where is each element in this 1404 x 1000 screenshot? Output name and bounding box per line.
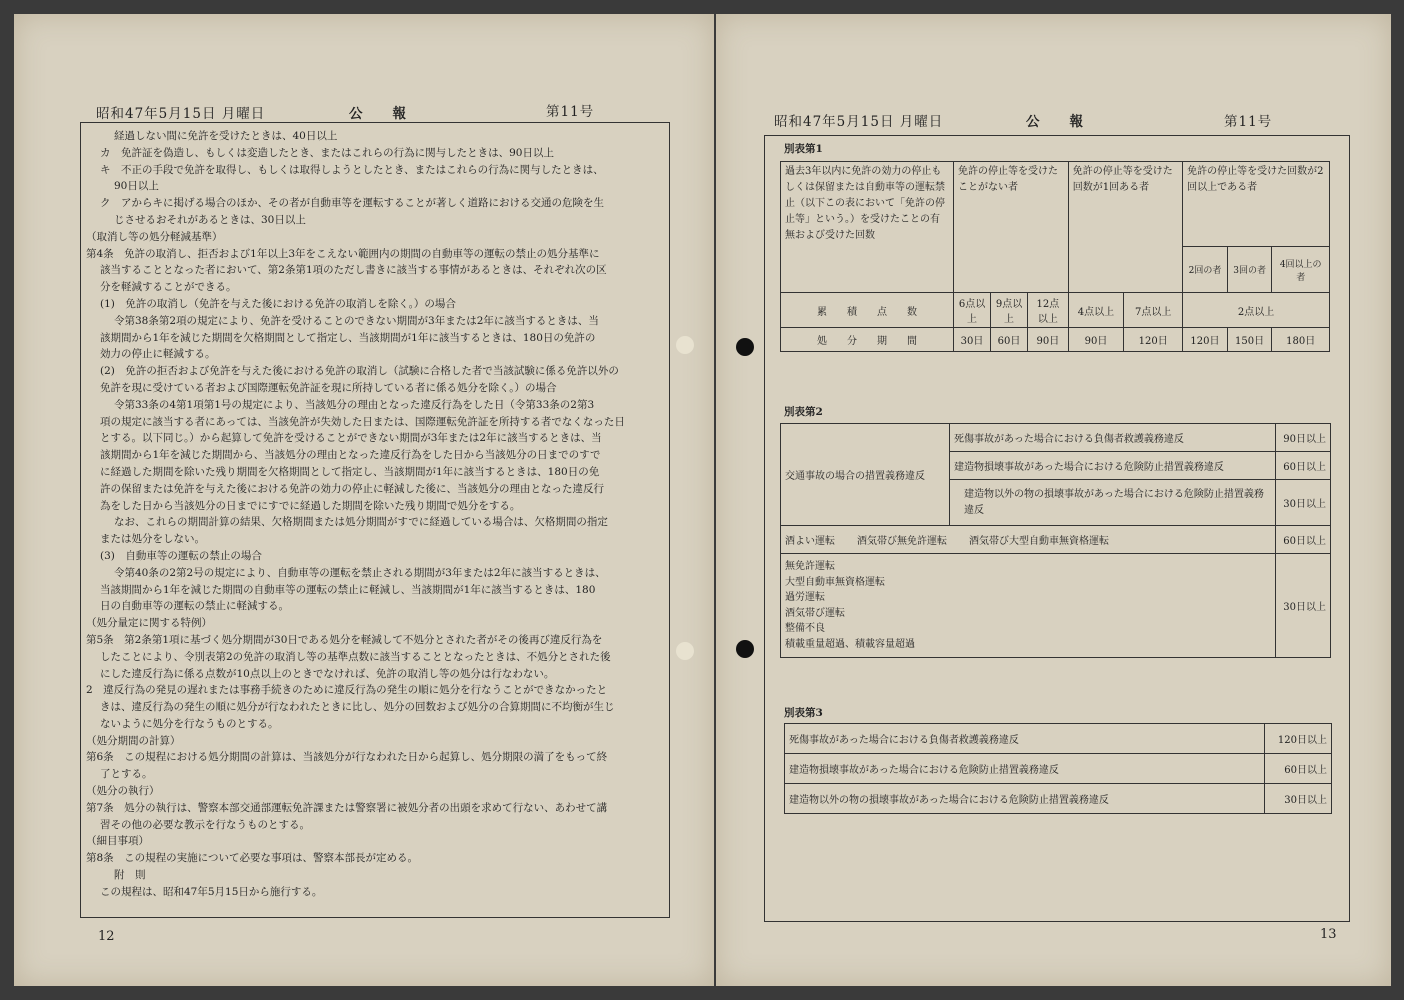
table2-row2-item: 酒よい運転 xyxy=(785,536,835,547)
table2-item: 死傷事故があった場合における負傷者救護義務違反 xyxy=(950,424,1276,452)
text-line: 第8条 この規程の実施について必要な事項は、警察本部長が定める。 xyxy=(86,852,418,865)
header-date: 昭和47年5月15日 月曜日 xyxy=(774,114,944,130)
text-line: に経過した期間を除いた残り期間を欠格期間として指定し、当該期間が1年に該当するときは、180日の免 xyxy=(100,465,600,478)
text-line: 該期間から1年を減じた期間から、当該処分の理由となった違反行為をした日から当該処分の日までのすで xyxy=(100,449,601,462)
table1-period: 30日 xyxy=(954,328,991,352)
table3-item: 死傷事故があった場合における負傷者救護義務違反 xyxy=(785,724,1265,754)
table2 xyxy=(780,423,1331,658)
text-line: 該当することとなった者において、第2条第1項のただし書きに該当する事情があるときは、それぞれ次の区 xyxy=(100,264,607,277)
table2-group1-label: 交通事故の場合の措置義務違反 xyxy=(781,424,950,526)
page-number: 12 xyxy=(98,929,115,944)
punch-hole xyxy=(676,642,694,660)
header-issue: 第11号 xyxy=(546,104,595,120)
text-line: （細目事項） xyxy=(86,835,149,848)
table1-sub-c: 3回の者 xyxy=(1227,247,1272,293)
table1-corner: 過去3年以内に免許の効力の停止もしくは保留または自動車等の運転禁止（以下この表において「免許の停止等」という。）を受けたことの有無および受けた回数 xyxy=(781,162,954,293)
table2-row3-item: 整備不良 xyxy=(785,623,825,634)
table1-points: 12点以上 xyxy=(1028,293,1069,328)
header-publication: 公 報 xyxy=(349,106,407,122)
text-line: 第4条 免許の取消し、拒否および1年以上3年をこえない範囲内の期間の自動車等の運転の禁止の処分基準に xyxy=(86,247,600,260)
left-page xyxy=(14,14,714,986)
text-line: 免許を現に受けている者および国際運転免許証を現に所持している者に係る処分を除く。）の場合 xyxy=(100,381,557,394)
text-line: したことにより、令別表第2の免許の取消し等の基準点数に該当することとなったときは、不処分とされた後 xyxy=(100,650,611,663)
table3-item: 建造物損壊事故があった場合における危険防止措置義務違反 xyxy=(785,754,1265,784)
text-line: 2 違反行為の発見の遅れまたは事務手続きのために違反行為の発生の順に処分を行なうことができなかったと xyxy=(86,684,608,697)
text-line: （取消し等の処分軽減基準） xyxy=(86,230,223,243)
text-line: または処分をしない。 xyxy=(100,533,205,546)
table2-period: 30日以上 xyxy=(1276,554,1331,658)
table2-period: 60日以上 xyxy=(1276,452,1331,480)
text-line: きは、違反行為の発生の順に処分が行なわれたときに比し、処分の回数および処分の合算期間に不均衡が生じ xyxy=(100,701,615,714)
text-line: 当該期間から1年を減じた期間の自動車等の運転の禁止に軽減し、当該期間が1年に該当するときは、180 xyxy=(100,583,596,596)
text-line: 了とする。 xyxy=(100,768,153,781)
table2-period: 30日以上 xyxy=(1276,480,1331,526)
table2-row2 xyxy=(781,526,1276,554)
punch-hole xyxy=(676,336,694,354)
text-line: とする。以下同じ。）から起算して免許を受けることができない期間が3年または2年に該当するときは、当 xyxy=(100,432,602,445)
table1-col-a: 免許の停止等を受けたことがない者 xyxy=(954,162,1069,293)
text-line: にした違反行為に係る点数が10点以上のときでなければ、免許の取消し等の処分は行なわない。 xyxy=(100,667,555,680)
table1-period: 120日 xyxy=(1183,328,1228,352)
punch-hole xyxy=(736,338,754,356)
table1-points: 9点以上 xyxy=(991,293,1028,328)
right-page xyxy=(716,14,1391,986)
table3-item: 建造物以外の物の損壊事故があった場合における危険防止措置義務違反 xyxy=(785,784,1265,814)
table3 xyxy=(784,723,1332,814)
text-line: ないように処分を行なうものとする。 xyxy=(100,717,279,730)
page-number: 13 xyxy=(1320,927,1337,942)
text-line: 為をした日から当該処分の日までにすでに経過した期間を除いた残り期間で処分をする。 xyxy=(100,499,521,512)
table2-row3-item: 大型自動車無資格運転 xyxy=(785,576,885,588)
table1-period: 90日 xyxy=(1068,328,1124,352)
text-line: カ 免許証を偽造し、もしくは変造したとき、またはこれらの行為に関与したときは、90日以上 xyxy=(100,146,554,159)
text-line: 経過しない間に免許を受けたときは、40日以上 xyxy=(114,130,338,142)
punch-hole xyxy=(736,640,754,658)
table2-row2-item: 酒気帯び大型自動車無資格運転 xyxy=(969,536,1109,547)
text-line: (3) 自動車等の運転の禁止の場合 xyxy=(100,549,262,562)
text-line: 第6条 この規程における処分期間の計算は、当該処分が行なわれた日から起算し、処分期限の満了をもって終 xyxy=(86,751,608,764)
table1-label: 別表第1 xyxy=(784,143,823,155)
table1 xyxy=(780,161,1330,352)
table2-period: 90日以上 xyxy=(1276,424,1331,452)
table1-period: 150日 xyxy=(1227,328,1272,352)
table2-row2-item: 酒気帯び無免許運転 xyxy=(857,536,947,547)
table1-period: 120日 xyxy=(1124,328,1183,352)
text-line: 令第40条の2第2号の規定により、自動車等の運転を禁止される期間が3年または2年に該当するときは、 xyxy=(114,566,606,579)
table2-row3-item: 積載重量超過、積載容量超過 xyxy=(785,638,915,650)
table2-row3-item: 酒気帯び運転 xyxy=(785,607,845,619)
table1-period-label: 処 分 期 間 xyxy=(781,328,954,352)
table1-points-label: 累 積 点 数 xyxy=(781,293,954,328)
text-line: 効力の停止に軽減する。 xyxy=(100,348,216,361)
text-line: キ 不正の手段で免許を取得し、もしくは取得しようとしたとき、またはこれらの行為に関与したときは、 xyxy=(100,163,604,176)
text-line: 第5条 第2条第1項に基づく処分期間が30日である処分を軽減して不処分とされた者がその後再び違反行為を xyxy=(86,633,603,646)
text-line: じさせるおそれがあるときは、30日以上 xyxy=(114,213,306,226)
table2-item: 建造物損壊事故があった場合における危険防止措置義務違反 xyxy=(950,452,1276,480)
table1-points: 6点以上 xyxy=(954,293,991,328)
table1-points: 4点以上 xyxy=(1068,293,1124,328)
text-line: （処分期間の計算） xyxy=(86,734,181,747)
text-line: 項の規定に該当する者にあっては、当該免許が失効した日または、国際運転免許証を所持する者でなくなった日 xyxy=(100,415,625,428)
text-line: 日の自動車等の運転の禁止に軽減する。 xyxy=(100,600,289,613)
table2-row3-item: 無免許運転 xyxy=(785,561,835,572)
text-line: (2) 免許の拒否および免許を与えた後における免許の取消し（試験に合格した者で当該試験に係る免許以外の xyxy=(100,365,619,378)
table1-points: 2点以上 xyxy=(1183,293,1330,328)
text-line: （処分の執行） xyxy=(86,785,160,798)
table3-period: 30日以上 xyxy=(1265,784,1332,814)
text-line: 令第38条第2項の規定により、免許を受けることのできない期間が3年または2年に該当するときは、当 xyxy=(114,314,599,327)
header-publication: 公 報 xyxy=(1026,114,1084,130)
text-line: 許の保留または免許を与えた後における免許の効力の停止に軽減した後に、当該処分の理由となった違反行 xyxy=(100,482,604,495)
table2-label: 別表第2 xyxy=(784,406,823,418)
text-line: 令第33条の4第1項第1号の規定により、当該処分の理由となった違反行為をした日（令第33条の2第3 xyxy=(114,398,595,411)
table1-col-b: 免許の停止等を受けた回数が1回ある者 xyxy=(1068,162,1182,293)
text-line: この規程は、昭和47年5月15日から施行する。 xyxy=(100,885,323,898)
table1-points: 7点以上 xyxy=(1124,293,1183,328)
regulation-text xyxy=(86,128,676,901)
text-line: ク アからキに掲げる場合のほか、その者が自動車等を運転することが著しく道路における交通の危険を生 xyxy=(100,197,604,210)
table1-period: 90日 xyxy=(1028,328,1069,352)
text-line: 習その他の必要な教示を行なうものとする。 xyxy=(100,818,310,831)
header-date: 昭和47年5月15日 月曜日 xyxy=(96,106,266,122)
text-line: （処分量定に関する特例） xyxy=(86,617,212,630)
table1-col-c: 免許の停止等を受けた回数が2回以上である者 xyxy=(1183,162,1330,247)
text-line: (1) 免許の取消し（免許を与えた後における免許の取消しを除く。）の場合 xyxy=(100,297,456,310)
table3-period: 120日以上 xyxy=(1265,724,1332,754)
table1-period: 60日 xyxy=(991,328,1028,352)
text-line: 附 則 xyxy=(114,869,146,882)
text-line: 該期間から1年を減じた期間を欠格期間として指定し、当該期間が1年に該当するときは、180日の免許の xyxy=(100,331,596,344)
text-line: 分を軽減することができる。 xyxy=(100,281,237,294)
text-line: 第7条 処分の執行は、警察本部交通部運転免許課または警察署に被処分者の出頭を求めて行ない、あわせて講 xyxy=(86,801,608,814)
table1-sub-c: 4回以上の者 xyxy=(1272,247,1330,293)
header-issue: 第11号 xyxy=(1224,114,1273,130)
table1-period: 180日 xyxy=(1272,328,1330,352)
text-line: 90日以上 xyxy=(114,180,159,193)
table3-period: 60日以上 xyxy=(1265,754,1332,784)
table3-label: 別表第3 xyxy=(784,707,823,719)
table2-row3 xyxy=(781,554,1276,658)
table2-row3-item: 過労運転 xyxy=(785,592,825,603)
table2-item: 建造物以外の物の損壊事故があった場合における危険防止措置義務違反 xyxy=(950,480,1276,526)
text-line: なお、これらの期間計算の結果、欠格期間または処分期間がすでに経過している場合は、欠格期間の指定 xyxy=(114,516,608,529)
table1-sub-c: 2回の者 xyxy=(1183,247,1228,293)
table2-period: 60日以上 xyxy=(1276,526,1331,554)
